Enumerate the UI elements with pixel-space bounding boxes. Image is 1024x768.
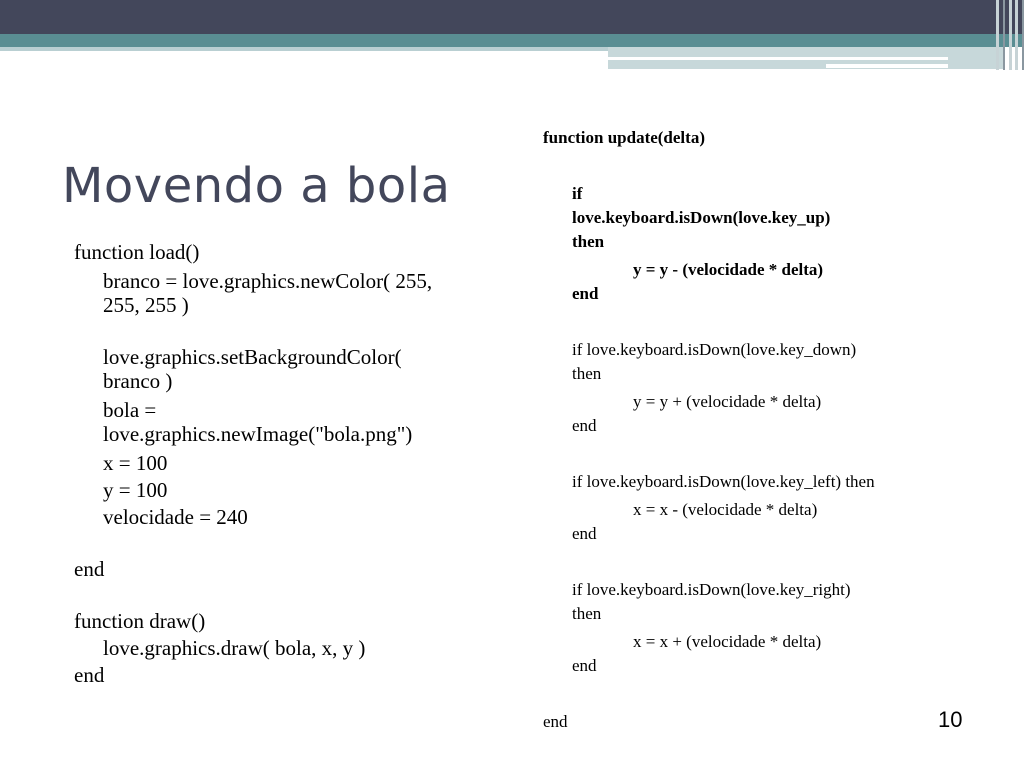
code-line: if love.keyboard.isDown(love.key_down)	[572, 340, 857, 359]
code-line: end	[572, 656, 597, 675]
code-line: end	[74, 663, 105, 687]
code-line: function load()	[74, 240, 200, 264]
code-line: 255, 255 )	[103, 293, 189, 317]
code-line: branco = love.graphics.newColor( 255,	[103, 269, 433, 293]
code-line: love.graphics.setBackgroundColor(	[103, 345, 402, 369]
header-accent-line	[608, 57, 948, 60]
left-code-block	[74, 240, 514, 687]
code-line: branco )	[103, 369, 173, 393]
code-line: y = 100	[103, 478, 168, 502]
code-line: end	[572, 416, 597, 435]
code-line: if love.keyboard.isDown(love.key_left) then	[572, 472, 875, 491]
header-bar-light	[0, 47, 608, 51]
code-line: function update(delta)	[543, 128, 705, 147]
header-bar-dark	[0, 0, 1024, 34]
code-line: velocidade = 240	[103, 505, 248, 529]
page-number: 10	[938, 707, 963, 732]
code-line: then	[572, 604, 602, 623]
code-line: function draw()	[74, 609, 206, 633]
code-line: love.graphics.draw( bola, x, y )	[103, 636, 366, 660]
code-line: then	[572, 232, 605, 251]
code-line: then	[572, 364, 602, 383]
header-bar-teal	[0, 34, 1024, 47]
header-stripes	[996, 0, 1024, 70]
code-line: end	[572, 284, 599, 303]
code-line: end	[572, 524, 597, 543]
code-line: x = x + (velocidade * delta)	[633, 632, 822, 651]
right-code-block	[543, 126, 973, 734]
code-line: x = 100	[103, 451, 168, 475]
slide-title: Movendo a bola	[62, 158, 451, 214]
code-line: if	[572, 184, 583, 203]
header-accent-line-short	[826, 64, 948, 68]
code-line: end	[543, 712, 568, 731]
code-line: bola =	[103, 398, 157, 422]
code-line: y = y - (velocidade * delta)	[633, 260, 824, 279]
code-line: y = y + (velocidade * delta)	[633, 392, 822, 411]
code-line: end	[74, 557, 105, 581]
code-line: if love.keyboard.isDown(love.key_right)	[572, 580, 851, 599]
code-line: love.keyboard.isDown(love.key_up)	[572, 208, 831, 227]
code-line: x = x - (velocidade * delta)	[633, 500, 818, 519]
code-line: love.graphics.newImage("bola.png")	[103, 422, 413, 446]
